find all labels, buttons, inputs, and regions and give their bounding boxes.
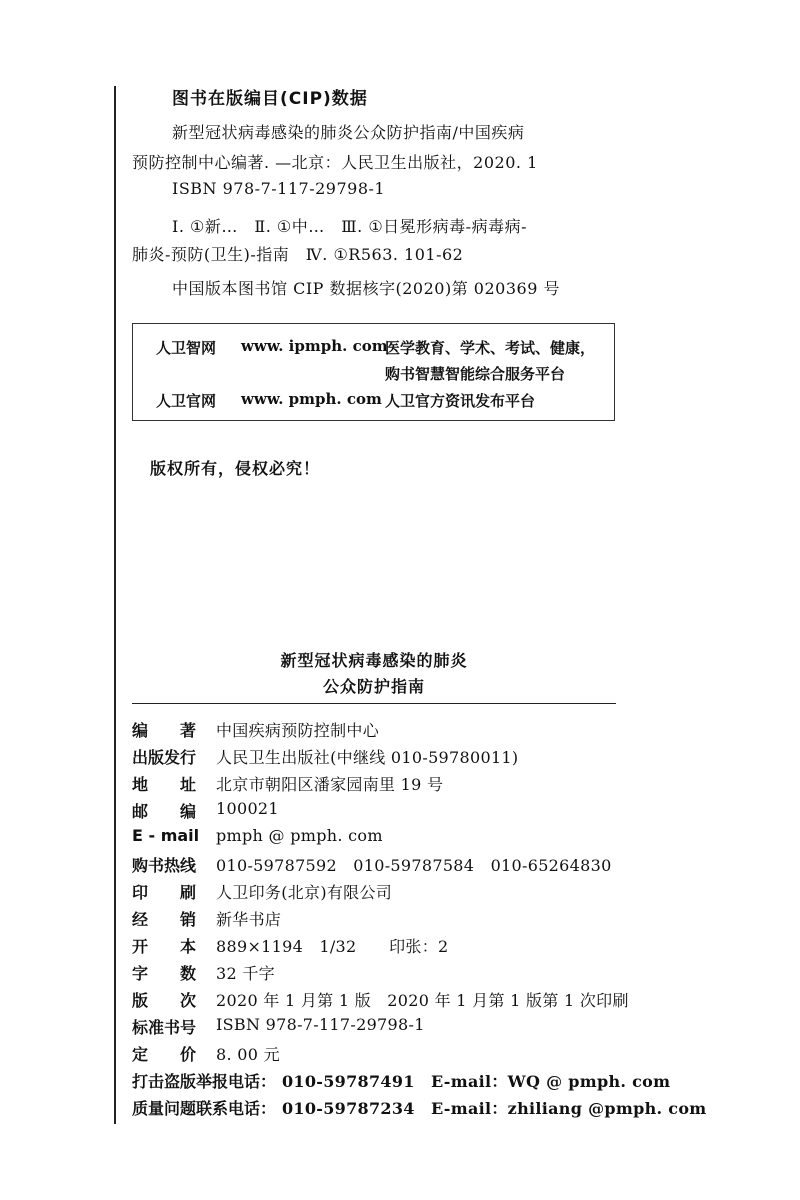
imprint-label: 购书热线 <box>132 856 197 875</box>
imprint-label: 邮 编 <box>132 802 197 821</box>
cip-classification: Ⅰ. ①新… Ⅱ. ①中… Ⅲ. ①日冕形病毒-病毒病- <box>172 217 527 236</box>
cip-isbn: ISBN 978-7-117-29798-1 <box>172 179 386 198</box>
book-subtitle: 公众防护指南 <box>322 677 425 696</box>
imprint-value: 2020 年 1 月第 1 版 2020 年 1 月第 1 版第 1 次印刷 <box>216 991 629 1010</box>
copyright-notice: 版权所有，侵权必究！ <box>150 459 321 478</box>
imprint-label: 标准书号 <box>132 1018 197 1037</box>
imprint-value: 32 千字 <box>216 964 275 983</box>
imprint-value: 中国疾病预防控制中心 <box>216 721 380 740</box>
report-value: 010-59787491 E-mail：WQ @ pmph. com <box>282 1072 671 1091</box>
imprint-value[interactable]: pmph @ pmph. com <box>216 826 383 845</box>
imprint-label: 版 次 <box>132 991 197 1010</box>
imprint-value: 人民卫生出版社(中继线 010-59780011) <box>216 748 519 767</box>
website-info-box <box>132 323 615 421</box>
page-margin-line <box>114 86 116 1124</box>
imprint-value: 010-59787592 010-59787584 010-65264830 <box>216 856 612 875</box>
imprint-label: 字 数 <box>132 964 197 983</box>
website-name: 人卫智网 <box>156 339 217 357</box>
imprint-label: E - mail <box>132 826 200 845</box>
imprint-label: 经 销 <box>132 910 197 929</box>
report-label: 质量问题联系电话： <box>132 1099 277 1118</box>
cip-record-number: 中国版本图书馆 CIP 数据核字(2020)第 020369 号 <box>172 279 560 298</box>
cip-line: 新型冠状病毒感染的肺炎公众防护指南/中国疾病 <box>172 123 525 142</box>
imprint-value: 新华书店 <box>216 910 282 929</box>
imprint-label: 开 本 <box>132 937 197 956</box>
website-url[interactable]: www. ipmph. com <box>241 337 388 355</box>
website-url[interactable]: www. pmph. com <box>241 390 382 408</box>
imprint-value: 8. 00 元 <box>216 1045 280 1064</box>
imprint-label: 印 刷 <box>132 883 197 902</box>
report-label: 打击盗版举报电话： <box>132 1072 277 1091</box>
imprint-label: 定 价 <box>132 1045 197 1064</box>
imprint-value: 100021 <box>216 799 279 818</box>
imprint-label: 出版发行 <box>132 748 197 767</box>
cip-classification: 肺炎-预防(卫生)-指南 Ⅳ. ①R563. 101-62 <box>132 245 464 264</box>
imprint-label: 地 址 <box>132 775 197 794</box>
report-value: 010-59787234 E-mail：zhiliang @pmph. com <box>282 1099 707 1118</box>
imprint-value: 北京市朝阳区潘家园南里 19 号 <box>216 775 444 794</box>
website-description: 人卫官方资讯发布平台 <box>385 392 536 410</box>
website-name: 人卫官网 <box>156 392 217 410</box>
website-description: 购书智慧智能综合服务平台 <box>385 365 566 383</box>
imprint-label: 编 著 <box>132 721 197 740</box>
cip-title: 图书在版编目(CIP)数据 <box>172 89 368 109</box>
book-title: 新型冠状病毒感染的肺炎 <box>280 651 468 670</box>
imprint-value: 人卫印务(北京)有限公司 <box>216 883 393 902</box>
divider <box>132 703 616 704</box>
cip-line: 预防控制中心编著. —北京：人民卫生出版社，2020. 1 <box>132 153 538 172</box>
imprint-value: ISBN 978-7-117-29798-1 <box>216 1015 425 1034</box>
imprint-value: 889×1194 1/32 印张：2 <box>216 937 449 956</box>
website-description: 医学教育、学术、考试、健康， <box>385 339 596 357</box>
